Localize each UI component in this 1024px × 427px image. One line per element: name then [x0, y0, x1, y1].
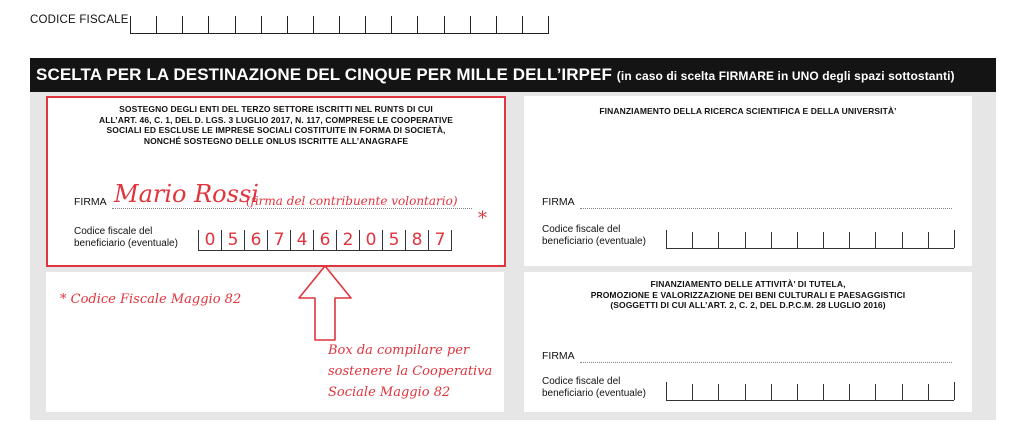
- cell-divider: [797, 384, 798, 400]
- cell-divider: [849, 232, 850, 248]
- cf-beneficiario-input[interactable]: [198, 230, 452, 251]
- cf-digit: 0: [198, 230, 221, 250]
- cell-divider: [444, 16, 445, 34]
- cell-divider: [928, 232, 929, 248]
- firma-line[interactable]: [580, 362, 952, 363]
- cell-divider: [666, 382, 667, 400]
- firma-line[interactable]: [112, 208, 472, 209]
- codice-fiscale-cells: [130, 16, 548, 34]
- signature-note: (firma del contribuente volontario): [246, 194, 458, 208]
- cf-beneficiario-input[interactable]: [666, 230, 954, 249]
- note-line: Box da compilare per: [328, 343, 470, 358]
- cell-divider: [823, 384, 824, 400]
- cell-divider: [771, 232, 772, 248]
- firma-label: FIRMA: [74, 196, 107, 208]
- cell-divider: [902, 384, 903, 400]
- cf-beneficiario-label: [542, 224, 646, 247]
- cf-beneficiario-label: [542, 376, 646, 399]
- cell-divider: [208, 16, 209, 34]
- cell-divider: [692, 384, 693, 400]
- title-line: FINANZIAMENTO DELLE ATTIVITÀ’ DI TUTELA,: [650, 279, 846, 289]
- arrow-up-icon: [295, 264, 355, 344]
- title-line: NONCHÉ SOSTEGNO DELLE ONLUS ISCRITTE ALL’ANAGRAFE: [143, 135, 409, 146]
- cell-divider: [875, 384, 876, 400]
- cf-digit: 5: [382, 230, 405, 250]
- cell-divider: [666, 230, 667, 248]
- title-line: (SOGGETTI DI CUI ALL’ART. 2, C. 2, DEL D.P.C.M. 28 LUGLIO 2016): [610, 300, 886, 311]
- cell-divider: [954, 382, 955, 400]
- cf-digit: 6: [313, 230, 336, 250]
- cf-label-line: beneficiario (eventuale): [542, 387, 646, 399]
- box-ricerca-title: FINANZIAMENTO DELLA RICERCA SCIENTIFICA E DELLA UNIVERSITÀ’: [599, 106, 897, 116]
- cell-divider: [797, 232, 798, 248]
- cell-divider: [849, 384, 850, 400]
- cell-divider: [235, 16, 236, 34]
- cell-divider: [771, 384, 772, 400]
- signature: Mario Rossi: [114, 180, 259, 208]
- cf-digit: 8: [405, 230, 428, 250]
- cell-divider: [745, 384, 746, 400]
- cf-beneficiario-input[interactable]: [666, 382, 954, 401]
- cell-divider: [287, 16, 288, 34]
- cf-digit: 7: [267, 230, 290, 250]
- cell-divider: [548, 16, 549, 34]
- cell-divider: [718, 384, 719, 400]
- cell-divider: [182, 16, 183, 34]
- cf-label-line: Codice fiscale del: [74, 226, 153, 237]
- cell-divider: [928, 384, 929, 400]
- cell-divider: [522, 16, 523, 34]
- footnote-annotation: * Codice Fiscale Maggio 82: [60, 292, 242, 307]
- cell-divider: [954, 230, 955, 248]
- cf-digit: 5: [221, 230, 244, 250]
- cell-divider: [417, 16, 418, 34]
- cell-divider: [902, 232, 903, 248]
- cell-divider: [365, 16, 366, 34]
- cell-divider: [470, 16, 471, 34]
- asterisk-mark: *: [478, 208, 487, 229]
- firma-line[interactable]: [580, 208, 952, 209]
- title-line: SOCIALI ED ESCLUSE LE IMPRESE SOCIALI COSTITUITE IN FORMA DI SOCIETÀ,: [106, 125, 446, 136]
- cf-digit: 4: [290, 230, 313, 250]
- cf-beneficiario-label: [74, 226, 178, 249]
- cell-divider: [261, 16, 262, 34]
- panel-title-main: SCELTA PER LA DESTINAZIONE DEL CINQUE PER MILLE DELL’IRPEF: [36, 65, 612, 84]
- cf-digit: 0: [359, 230, 382, 250]
- firma-label: FIRMA: [542, 196, 575, 208]
- title-line: ALL’ART. 46, C. 1, DEL D. LGS. 3 LUGLIO 2017, N. 117, COMPRESE LE COOPERATIVE: [98, 114, 454, 125]
- cf-label-line: Codice fiscale del: [542, 376, 621, 387]
- cell-divider: [313, 16, 314, 34]
- note-line: sostenere la Cooperativa: [328, 364, 493, 379]
- panel-title-subtitle: (in caso di scelta FIRMARE in UNO degli spazi sottostanti): [616, 69, 955, 83]
- cell-divider: [339, 16, 340, 34]
- box-beni-culturali-title: [524, 279, 972, 311]
- cell-divider: [745, 232, 746, 248]
- cell-divider: [156, 16, 157, 34]
- cf-label-line: beneficiario (eventuale): [542, 235, 646, 247]
- codice-fiscale-label: CODICE FISCALE: [30, 14, 129, 26]
- cell-divider: [692, 232, 693, 248]
- title-line: SOSTEGNO DEGLI ENTI DEL TERZO SETTORE ISCRITTI NEL RUNTS DI CUI: [119, 104, 433, 114]
- cf-digit: 7: [428, 230, 451, 250]
- cell-divider: [718, 232, 719, 248]
- cell-divider: [391, 16, 392, 34]
- cell-divider: [496, 16, 497, 34]
- cf-digit: 2: [336, 230, 359, 250]
- box-terzo-settore-title: [56, 104, 496, 147]
- cf-digit: 6: [244, 230, 267, 250]
- note-annotation: [328, 340, 492, 403]
- firma-label: FIRMA: [542, 350, 575, 362]
- cell-divider: [823, 232, 824, 248]
- cell-divider: [130, 16, 131, 34]
- title-line: PROMOZIONE E VALORIZZAZIONE DEI BENI CULTURALI E PAESAGGISTICI: [590, 289, 906, 300]
- panel-title: [36, 65, 955, 85]
- note-line: Sociale Maggio 82: [328, 385, 451, 400]
- cf-label-line: Codice fiscale del: [542, 224, 621, 235]
- cf-label-line: beneficiario (eventuale): [74, 237, 178, 249]
- codice-fiscale-input[interactable]: [130, 12, 548, 34]
- cell-divider: [875, 232, 876, 248]
